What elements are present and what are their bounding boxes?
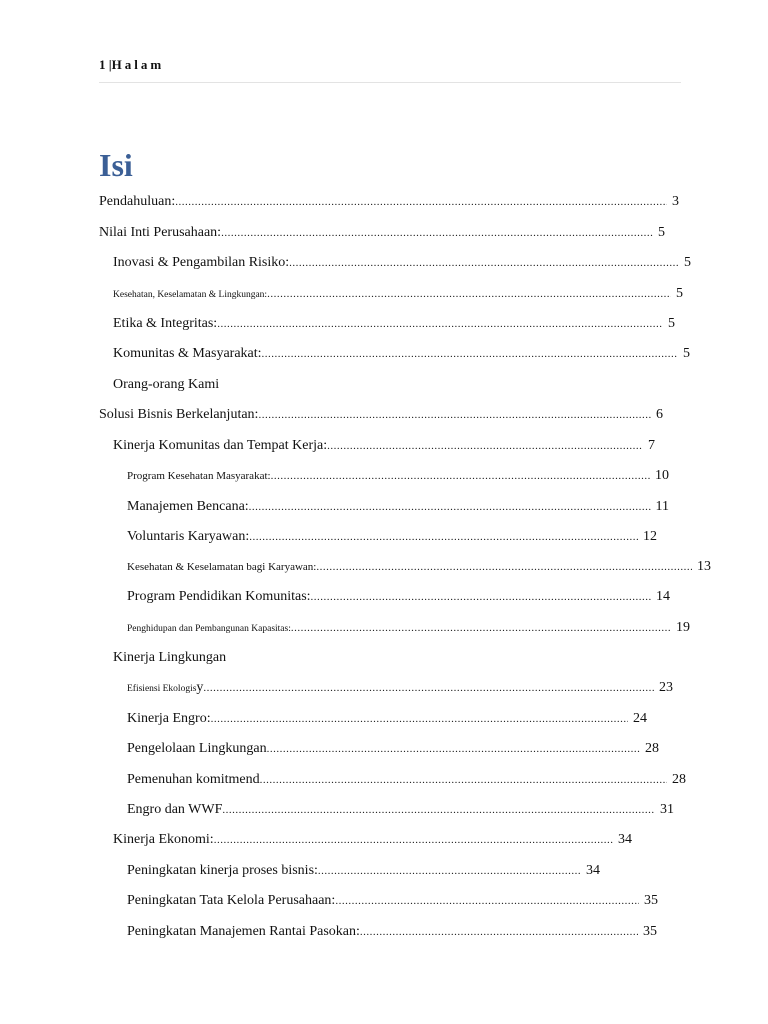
toc-entry-label: Solusi Bisnis Berkelanjutan: [99,407,259,422]
header-page-number: 1 [99,57,106,72]
toc-entry-page: 5 [668,316,675,331]
toc-entry-page: 28 [645,741,659,756]
toc-entry-label: Pendahuluan: [99,194,176,209]
toc-entry-label: Kesehatan, Keselamatan & Lingkungan: [113,290,268,300]
toc-leader-dots [318,861,581,881]
toc-entry-label: Kinerja Komunitas dan Tempat Kerja: [113,438,328,453]
toc-entry-kesehatan-keselamatan-lingkungan[interactable] [113,284,683,304]
toc-leader-dots [211,709,628,729]
toc-entry-page: 31 [660,802,674,817]
toc-entry-kinerja-lingkungan[interactable] [113,648,226,668]
toc-leader-dots [311,587,651,607]
toc-entry-page: 3 [672,194,679,209]
toc-entry-label [127,678,203,699]
toc-entry-nilai-inti[interactable] [99,223,665,243]
toc-entry-label: Pengelolaan Lingkungan [127,741,267,756]
toc-entry-kesehatan-karyawan[interactable] [127,557,711,577]
toc-leader-dots [267,284,671,304]
toc-leader-dots [258,405,651,425]
toc-entry-label: Voluntaris Karyawan: [127,529,250,544]
toc-entry-label: Orang-orang Kami [113,377,220,392]
toc-entry-page: 6 [656,407,663,422]
toc-entry-engro-wwf[interactable] [127,800,674,820]
toc-entry-kinerja-komunitas[interactable] [113,436,655,456]
toc-leader-dots [222,800,655,820]
toc-entry-page: 7 [648,438,655,453]
toc-entry-pengelolaan-lingkungan[interactable] [127,739,659,759]
toc-entry-label: Nilai Inti Perusahaan: [99,225,222,240]
page-header [99,57,681,83]
toc-entry-page: 11 [655,499,669,514]
toc-entry-page: 34 [586,863,600,878]
toc-entry-label: Kesehatan & Keselamatan bagi Karyawan: [127,561,317,573]
toc-entry-label: Peningkatan Manajemen Rantai Pasokan: [127,924,360,939]
toc-leader-dots [327,436,643,456]
toc-entry-kinerja-engro[interactable] [127,709,647,729]
toc-entry-label: Program Kesehatan Masyarakat: [127,470,271,482]
toc-leader-dots [249,527,638,547]
toc-entry-label: Manajemen Bencana: [127,499,249,514]
toc-title: Isi [99,147,133,183]
toc-leader-dots [289,253,679,273]
toc-entry-page: 34 [618,832,632,847]
toc-entry-program-pendidikan[interactable] [127,587,670,607]
header-separator: | [105,57,112,72]
toc-entry-manajemen-bencana[interactable] [127,497,669,517]
toc-leader-dots [335,891,639,911]
toc-entry-label: Peningkatan kinerja proses bisnis: [127,863,318,878]
toc-entry-page: 5 [676,286,683,301]
toc-entry-label: Kinerja Engro: [127,711,211,726]
toc-leader-dots [214,830,613,850]
toc-entry-kinerja-ekonomi[interactable] [113,830,632,850]
toc-entry-label: Engro dan WWF [127,802,223,817]
toc-entry-page: 19 [676,620,690,635]
toc-leader-dots [262,344,678,364]
toc-entry-penghidupan[interactable] [127,618,690,638]
toc-leader-dots [267,739,640,759]
toc-entry-page: 13 [697,559,711,574]
toc-leader-dots [175,192,667,212]
toc-entry-page: 35 [644,893,658,908]
toc-entry-page: 12 [643,529,657,544]
toc-leader-dots [291,618,671,638]
toc-entry-label: Komunitas & Masyarakat: [113,346,262,361]
toc-entry-page: 5 [684,255,691,270]
toc-entry-peningkatan-rantai-pasokan[interactable] [127,922,657,942]
toc-entry-page: 35 [643,924,657,939]
toc-entry-page: 14 [656,589,670,604]
toc-entry-page: 23 [659,680,673,695]
toc-entry-label: Penghidupan dan Pembangunan Kapasitas: [127,624,291,634]
toc-entry-voluntaris[interactable] [127,527,657,547]
toc-entry-page: 24 [633,711,647,726]
toc-entry-label: Pemenuhan komitmend [127,772,260,787]
toc-entry-label: Kinerja Ekonomi: [113,832,214,847]
toc-entry-inovasi[interactable] [113,253,691,273]
toc-entry-etika[interactable] [113,314,675,334]
toc-entry-efisiensi-ekologis[interactable] [127,678,673,698]
toc-entry-label: Program Pendidikan Komunitas: [127,589,311,604]
toc-leader-dots [316,557,692,577]
toc-entry-label: Etika & Integritas: [113,316,218,331]
toc-entry-program-kesehatan[interactable] [127,466,669,486]
toc-entry-peningkatan-tata-kelola[interactable] [127,891,658,911]
toc-entry-komunitas-masyarakat[interactable] [113,344,690,364]
toc-entry-page: 5 [658,225,665,240]
toc-entry-label: Inovasi & Pengambilan Risiko: [113,255,290,270]
toc-entry-orang-orang-kami[interactable] [113,375,219,395]
toc-entry-page: 5 [683,346,690,361]
toc-leader-dots [249,497,651,517]
toc-entry-label-suffix: y [196,680,204,695]
header-label: Halam [111,57,165,72]
toc-leader-dots [260,770,667,790]
toc-entry-pendahuluan[interactable] [99,192,679,212]
toc-entry-solusi-bisnis[interactable] [99,405,663,425]
toc-entry-page: 28 [672,772,686,787]
toc-entry-label: Peningkatan Tata Kelola Perusahaan: [127,893,336,908]
toc-leader-dots [221,223,653,243]
toc-leader-dots [217,314,663,334]
toc-entry-label-main: Efisiensi Ekologis [127,684,197,694]
toc-entry-page: 10 [655,468,669,483]
toc-entry-pemenuhan-komitmend[interactable] [127,770,686,790]
toc-leader-dots [360,922,638,942]
toc-entry-peningkatan-kinerja-proses[interactable] [127,861,600,881]
toc-leader-dots [203,678,654,698]
toc-leader-dots [271,466,650,486]
toc-entry-label: Kinerja Lingkungan [113,650,227,665]
